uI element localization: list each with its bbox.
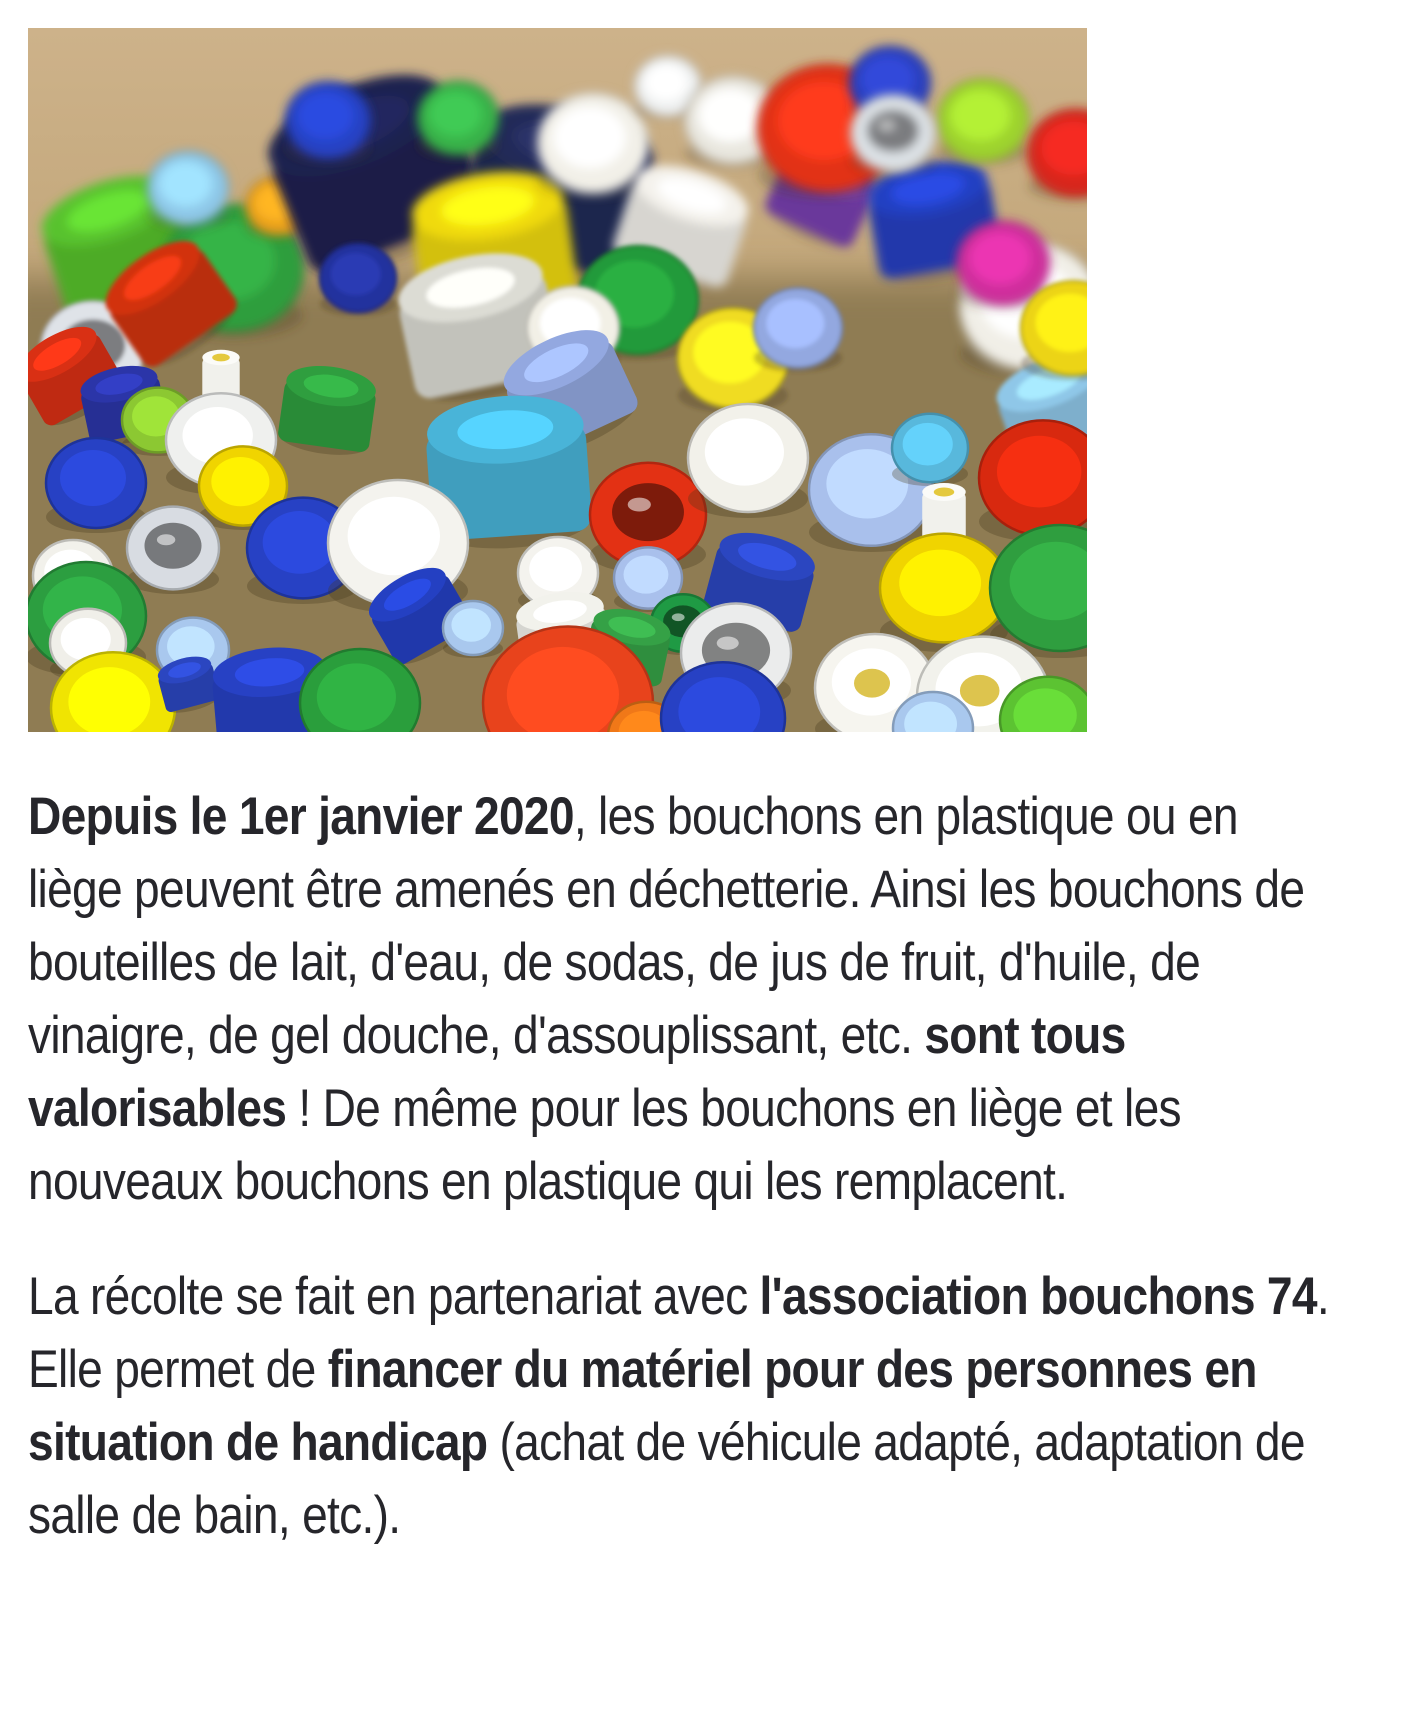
text-segment: ! De même pour les bouchons en liège et les nouveaux bouchons en plastique qui les remplacent.: [28, 1079, 1181, 1211]
text-segment: Depuis le 1er janvier 2020: [28, 787, 574, 846]
bottle-caps-illustration: [28, 28, 1087, 732]
bottle-cap: [688, 404, 808, 518]
bottle-cap: [938, 80, 1028, 166]
text-segment: l'association bouchons 74: [759, 1267, 1317, 1326]
bottle-cap: [320, 244, 396, 316]
text-segment: financer du matériel pour des personnes en situation de handicap: [28, 1340, 1257, 1472]
bottle-cap: [127, 507, 219, 594]
article-body: [28, 780, 1333, 1552]
bottle-caps-photo: [28, 28, 1087, 732]
bottle-cap: [851, 95, 935, 175]
bottle-cap: [979, 420, 1087, 542]
bottle-cap: [46, 438, 146, 533]
text-segment: sont tous valorisables: [28, 1006, 1126, 1138]
bottle-cap: [148, 152, 228, 228]
text-segment: La récolte se fait en partenariat avec: [28, 1267, 760, 1326]
bottle-cap: [892, 414, 968, 486]
bottle-cap: [538, 94, 648, 198]
text-segment: , les bouchons en plastique ou en liège peuvent être amenés en déchetterie. Ainsi les bouchons de bouteilles de lait, d'eau, de sodas, de jus de fruit, d'huile, de vinaigre, de gel douche, d'assouplissant, etc.: [28, 787, 1305, 1065]
bottle-cap: [286, 82, 370, 162]
paragraph: [28, 1260, 1333, 1552]
bottle-cap: [443, 601, 503, 658]
paragraph: [28, 780, 1333, 1218]
text-segment: . Elle permet de: [28, 1267, 1329, 1399]
bottle-cap: [418, 82, 498, 158]
text-segment: (achat de véhicule adapté, adaptation de salle de bain, etc.).: [28, 1413, 1305, 1545]
bottle-cap: [754, 288, 842, 372]
